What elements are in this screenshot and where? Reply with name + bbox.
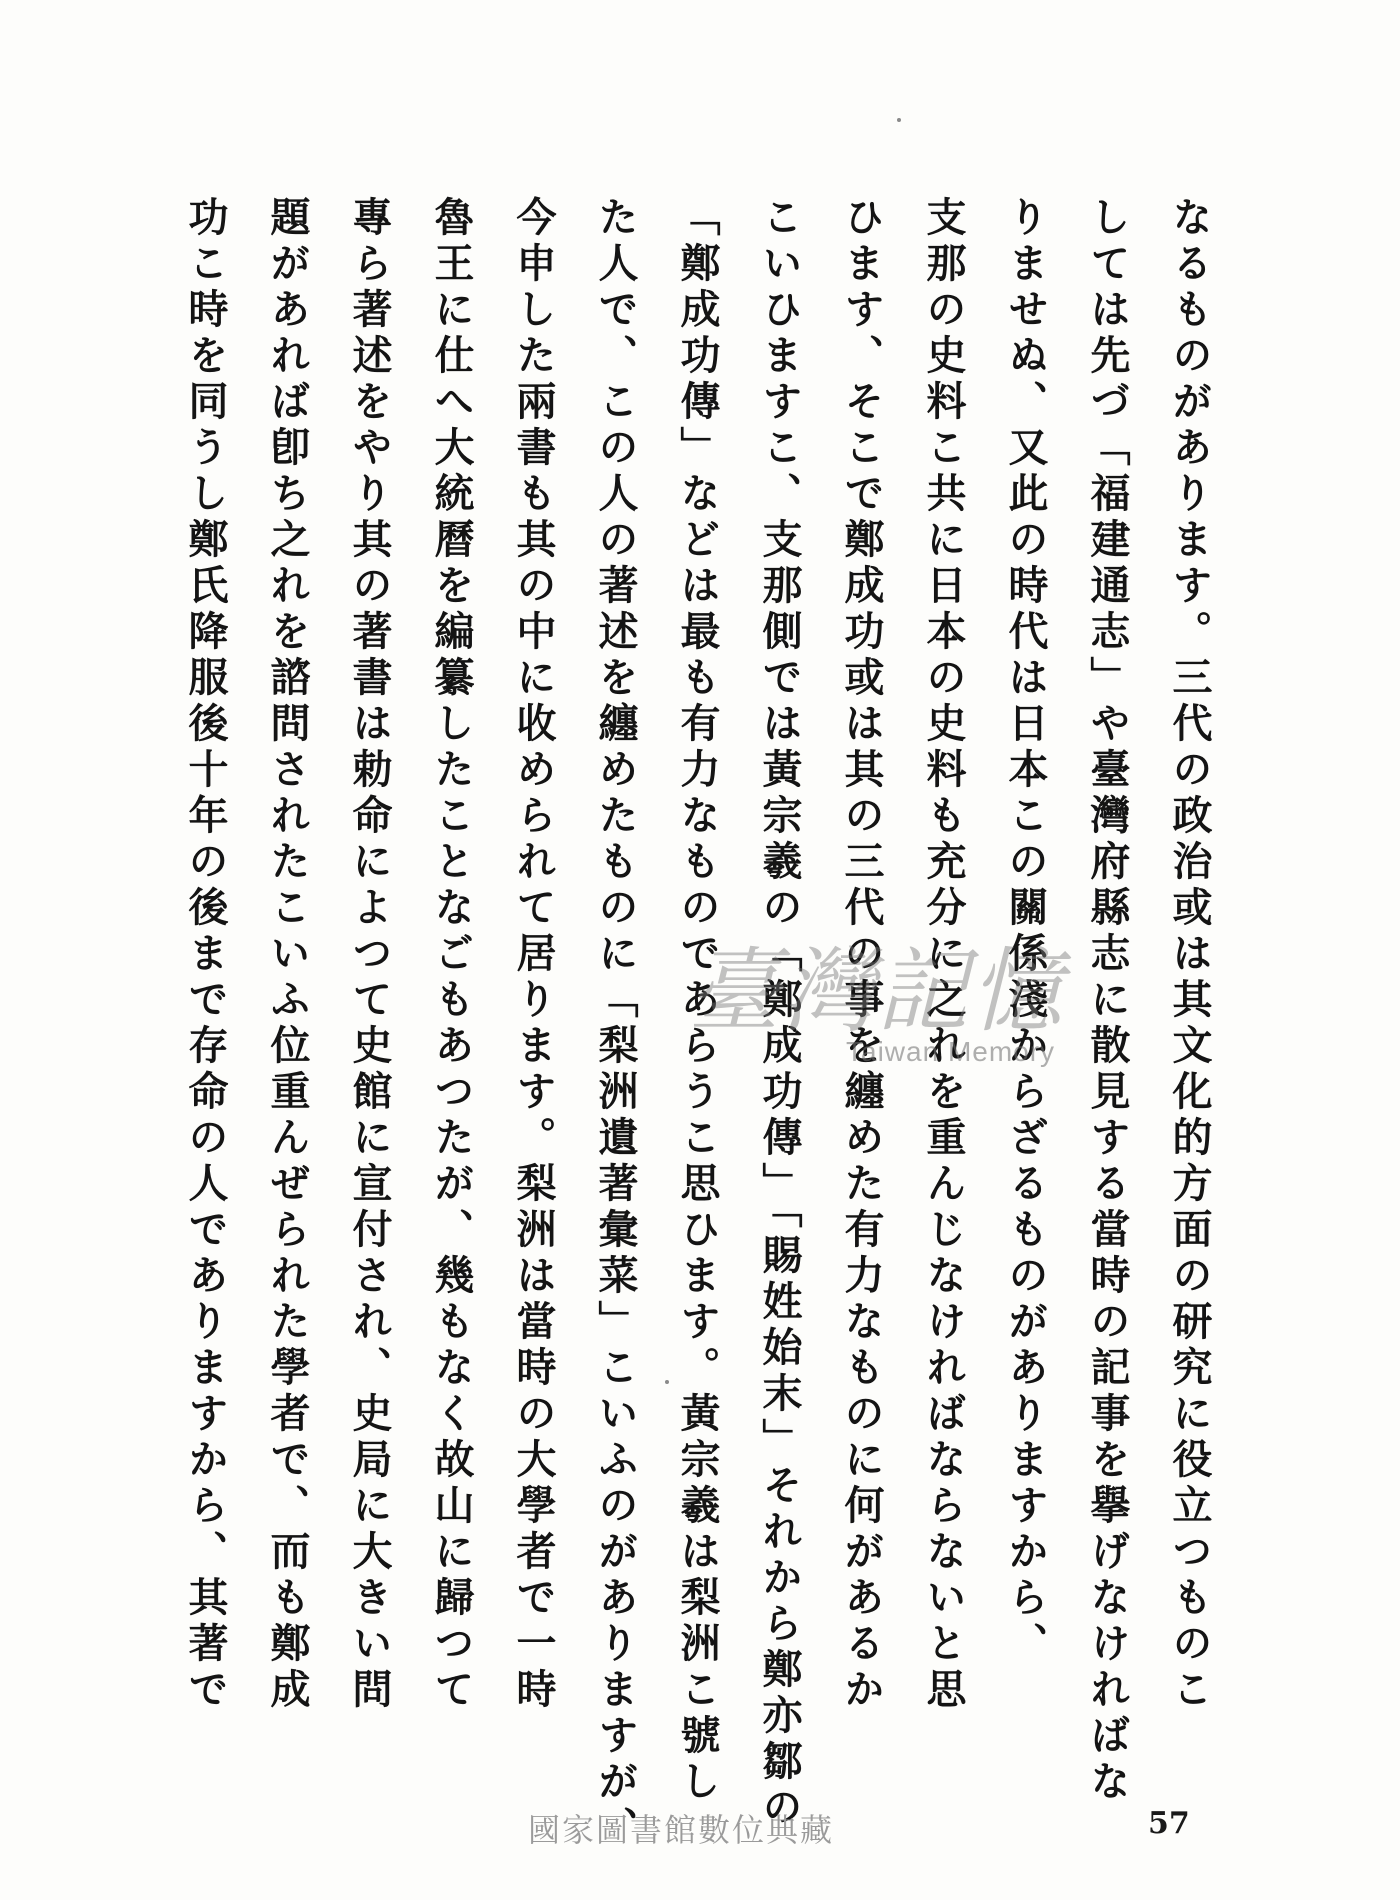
- text-column: しては先づ「福建通志」や臺灣府縣志に散見する當時の記事を擧げなければな: [1084, 196, 1131, 1806]
- text-column: 魯王に仕へ大統曆を編纂したことなごもあつたが、幾もなく故山に歸つて: [428, 196, 475, 1714]
- text-column: 功こ時を同うし鄭氏降服後十年の後まで存命の人でありますから、其著で: [182, 196, 229, 1714]
- scan-speck: [665, 1380, 669, 1384]
- text-column: なるものがあります。三代の政治或は其文化的方面の研究に役立つものこ: [1166, 196, 1213, 1714]
- text-column: た人で、この人の著述を纏めたものに「梨洲遺著彙菜」こいふのがありますが、: [592, 196, 639, 1852]
- text-column: 「鄭成功傳」などは最も有力なものであらうこ思ひます。黃宗羲は梨洲こ號し: [674, 196, 721, 1806]
- page-number: 57: [1148, 1806, 1190, 1841]
- text-column: りませぬ、又此の時代は日本この關係淺からざるものがありますから、: [1002, 196, 1049, 1668]
- text-column: ひます、そこで鄭成功或は其の三代の事を纏めた有力なものに何があるか: [838, 196, 885, 1714]
- watermark-chars: 臺灣記憶: [688, 938, 1065, 1045]
- text-column: 專ら著述をやり其の著書は勅命によつて史館に宣付され、史局に大きい問: [346, 196, 393, 1714]
- text-column: 支那の史料こ共に日本の史料も充分に之れを重んじなければならないと思: [920, 196, 967, 1714]
- watermark-latin: Taiwan Memory: [846, 1036, 1056, 1067]
- text-column: こいひますこ、支那側では黃宗羲の「鄭成功傳」「賜姓始末」それから鄭亦鄒の: [756, 196, 803, 1832]
- text-column: 題があれば卽ち之れを諮問されたこいふ位重んぜられた學者で、而も鄭成: [264, 196, 311, 1714]
- text-column: 今申した兩書も其の中に收められて居ります。梨洲は當時の大學者で一時: [510, 196, 557, 1714]
- archive-credit: 國家圖書館數位典藏: [528, 1811, 835, 1849]
- scan-speck: [897, 118, 901, 122]
